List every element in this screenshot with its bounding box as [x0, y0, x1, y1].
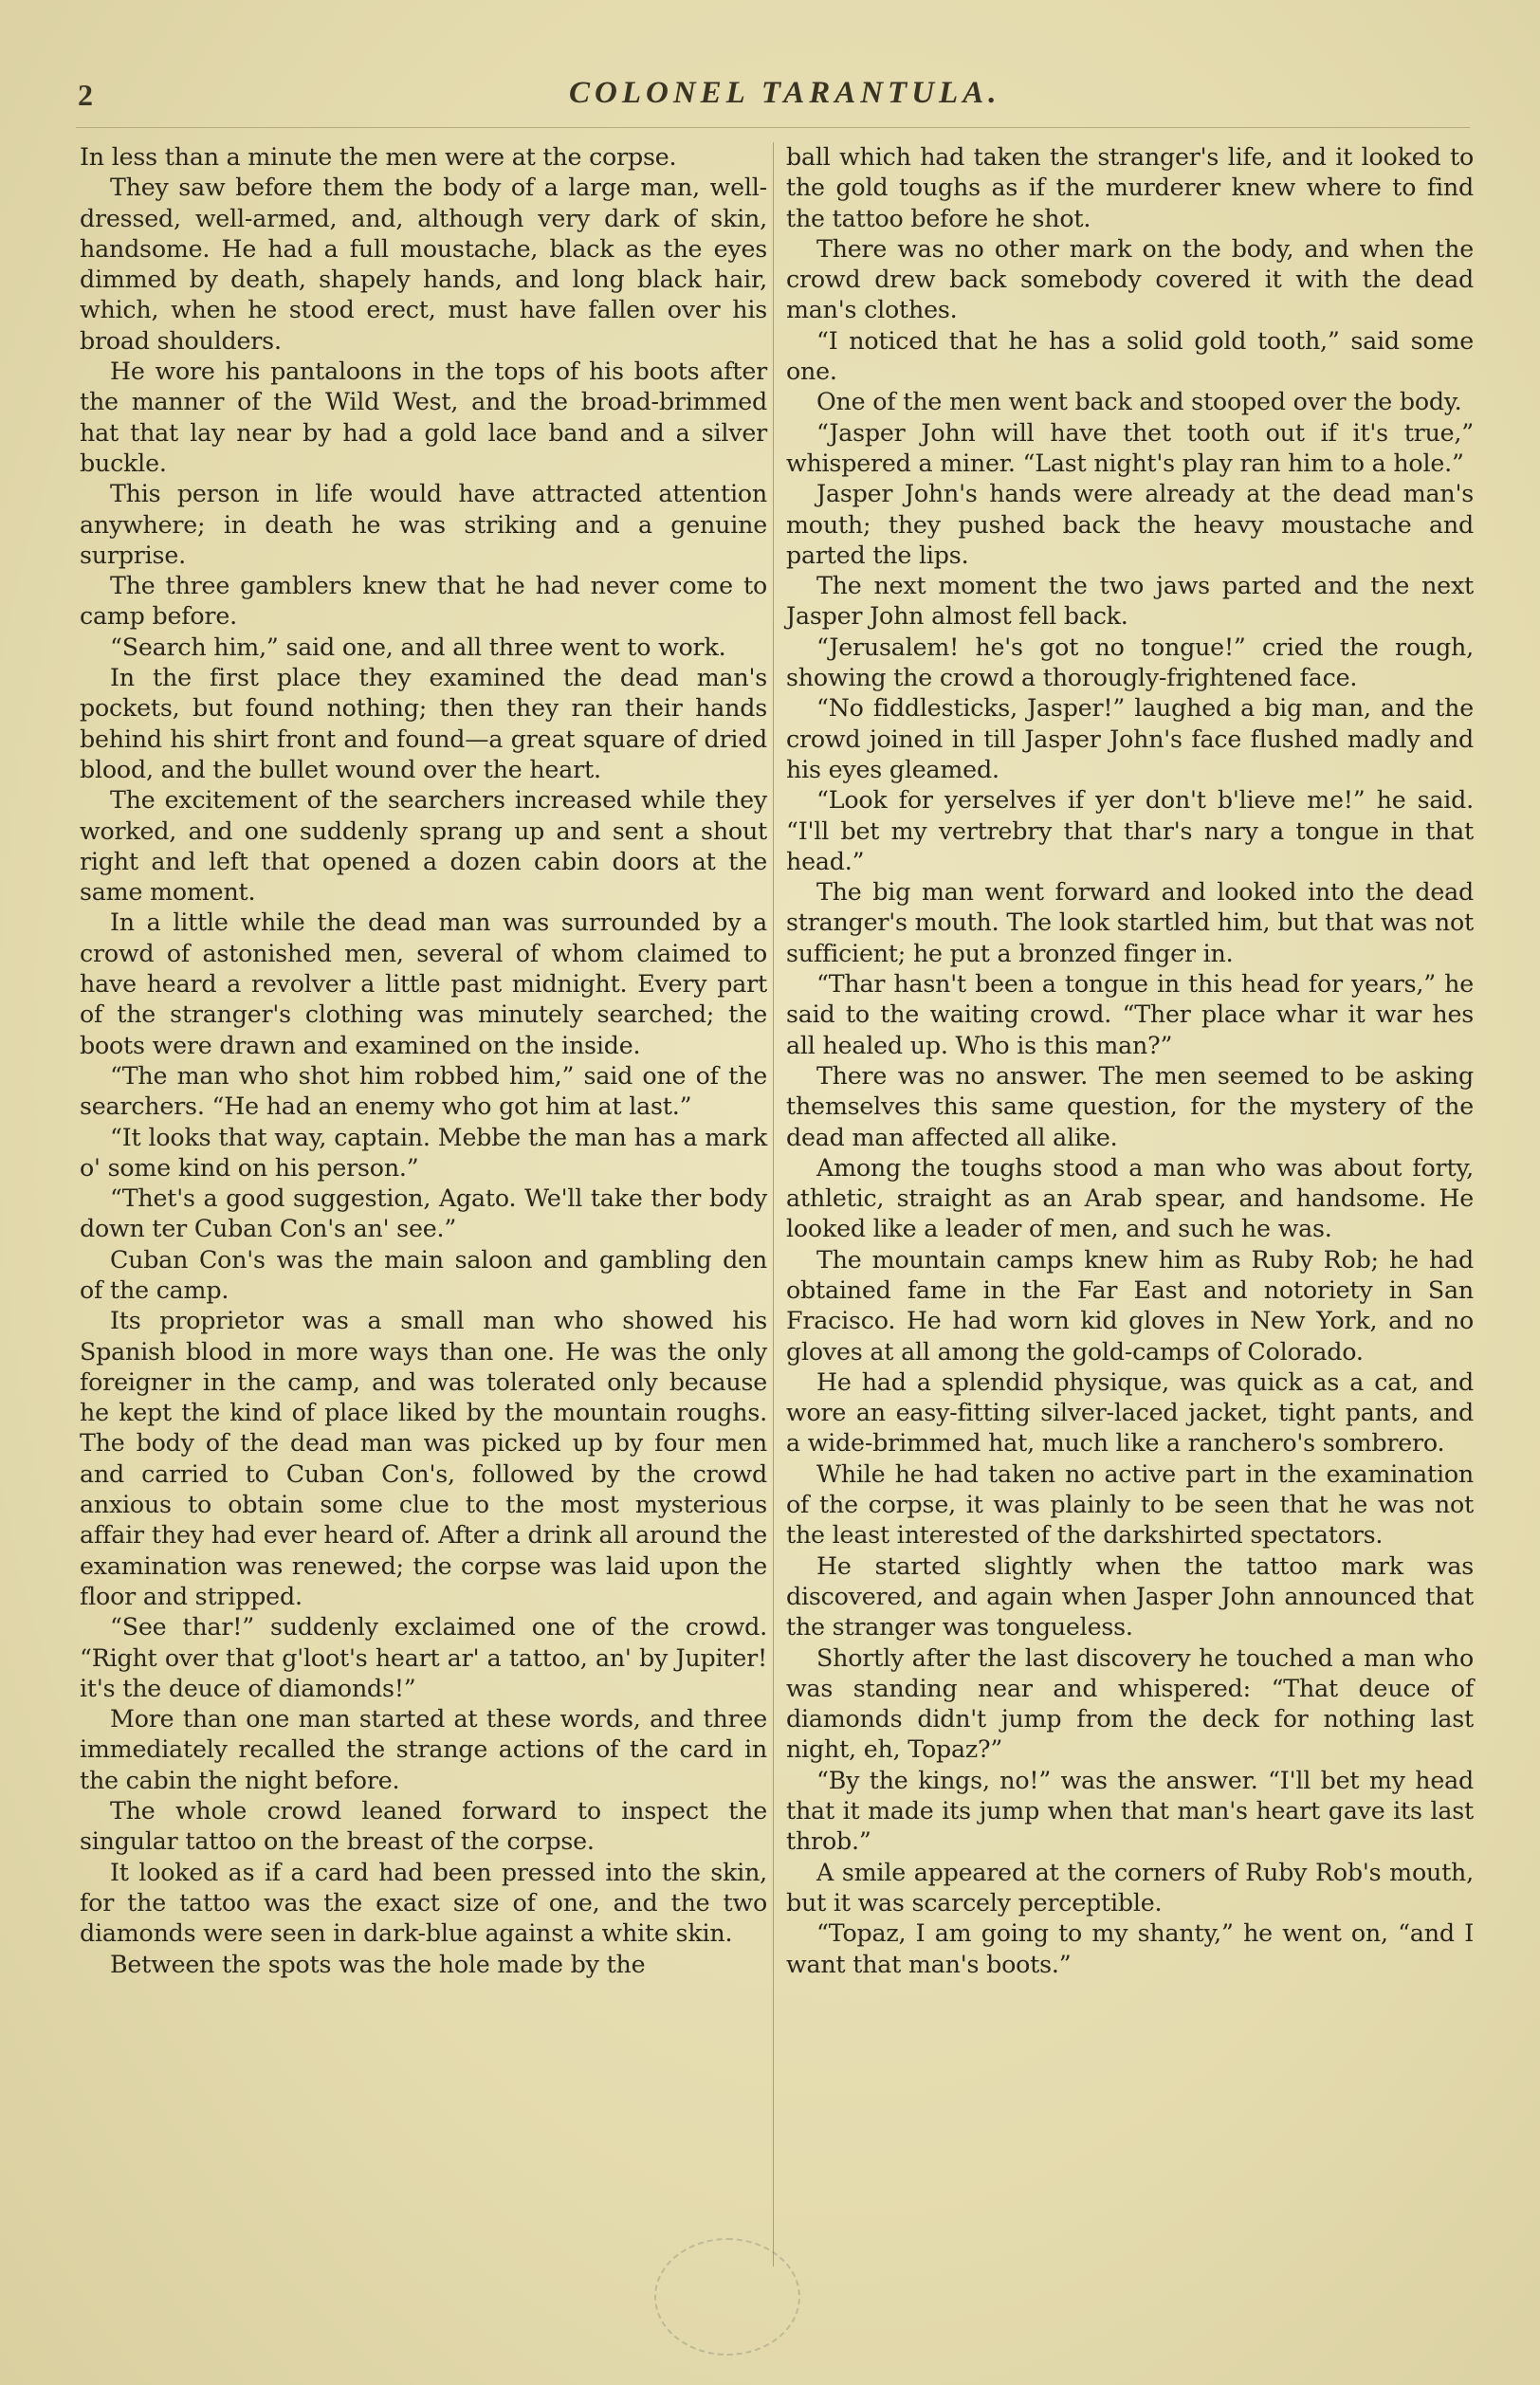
- paragraph: This person in life would have attracted attention anywhere; in death he was striking and a genuine surprise.: [80, 480, 767, 569]
- paragraph: He started slightly when the tattoo mark was discovered, and again when Jasper John announced that the stranger was tongueless.: [786, 1551, 1474, 1642]
- paragraph: ball which had taken the stranger's life, and it looked to the gold toughs as if the murderer knew where to find the tattoo before he shot.: [786, 143, 1474, 232]
- paragraph: The whole crowd leaned forward to inspect the singular tattoo on the breast of the corpse.: [80, 1797, 767, 1856]
- paragraph: The big man went forward and looked into the dead stranger's mouth. The look startled him, but that was not sufficient; he put a bronzed finger in.: [786, 878, 1474, 967]
- paragraph: There was no answer. The men seemed to be asking themselves this same question, for the mystery of the dead man affected all alike.: [786, 1061, 1474, 1151]
- paragraph: Between the spots was the hole made by the: [110, 1950, 646, 1978]
- paragraph: “See thar!” suddenly exclaimed one of the crowd. “Right over that g'loot's heart ar' a tattoo, an' by Jupiter! it's the deuce of diamonds!”: [80, 1613, 767, 1702]
- paragraph: The excitement of the searchers increased while they worked, and one suddenly sprang up and sent a shout right and left that opened a dozen cabin doors at the same moment.: [80, 786, 767, 907]
- library-stamp: [654, 2238, 800, 2356]
- paragraph: Cuban Con's was the main saloon and gambling den of the camp.: [80, 1245, 767, 1304]
- paragraph: In the first place they examined the dead man's pockets, but found nothing; then they ran their hands behind his shirt front and found—a great square of dried blood, and the bullet wound over the heart.: [80, 664, 767, 783]
- paragraph: There was no other mark on the body, and when the crowd drew back somebody covered it with the dead man's clothes.: [786, 234, 1474, 324]
- paragraph: “Jasper John will have thet tooth out if it's true,” whispered a miner. “Last night's play ran him to a hole.”: [786, 418, 1474, 477]
- paragraph: It looked as if a card had been pressed into the skin, for the tattoo was the exact size of one, and the two diamonds were seen in dark-blue against a white skin.: [80, 1858, 767, 1948]
- paragraph: “I noticed that he has a solid gold tooth,” said some one.: [786, 326, 1474, 386]
- header-rule: [76, 127, 1470, 128]
- paragraph: “By the kings, no!” was the answer. “I'll bet my head that it made its jump when that man's heart gave its last throb.”: [786, 1766, 1474, 1856]
- running-title: COLONEL TARANTULA.: [569, 76, 1001, 110]
- paragraph: Among the toughs stood a man who was about forty, athletic, straight as an Arab spear, and handsome. He looked like a leader of men, and such he was.: [786, 1153, 1474, 1243]
- paragraph: The next moment the two jaws parted and the next Jasper John almost fell back.: [786, 572, 1474, 631]
- paragraph: Jasper John's hands were already at the dead man's mouth; they pushed back the heavy moustache and parted the lips.: [786, 480, 1474, 569]
- paragraph: He wore his pantaloons in the tops of his boots after the manner of the Wild West, and the broad-brimmed hat that lay near by had a gold lace band and a silver buckle.: [80, 358, 767, 477]
- paragraph: “Jerusalem! he's got no tongue!” cried the rough, showing the crowd a thorougly-frightened face.: [786, 633, 1474, 692]
- paragraph: “The man who shot him robbed him,” said one of the searchers. “He had an enemy who got him at last.”: [80, 1061, 767, 1121]
- paragraph: “Topaz, I am going to my shanty,” he went on, “and I want that man's boots.”: [786, 1919, 1474, 1978]
- paragraph: “Search him,” said one, and all three went to work.: [110, 633, 726, 661]
- paragraph: One of the men went back and stooped over the body.: [816, 388, 1462, 416]
- paragraph: He had a splendid physique, was quick as a cat, and wore an easy-fitting silver-laced jacket, tight pants, and a wide-brimmed hat, much like a ranchero's sombrero.: [786, 1367, 1474, 1458]
- paragraph: In a little while the dead man was surrounded by a crowd of astonished men, several of whom claimed to have heard a revolver a little past midnight. Every part of the stranger's clothing was minutely searched; the boots were drawn and examined on the inside.: [80, 908, 767, 1059]
- paragraph: While he had taken no active part in the examination of the corpse, it was plainly to be seen that he was not the least interested of the darkshirted spectators.: [786, 1459, 1474, 1550]
- column-rule: [773, 142, 774, 2266]
- paragraph: Shortly after the last discovery he touched a man who was standing near and whispered: “That deuce of diamonds didn't jump from the deck for nothing last night, eh, Topaz?”: [786, 1643, 1474, 1764]
- paragraph: The mountain camps knew him as Ruby Rob; he had obtained fame in the Far East and notoriety in San Fracisco. He had worn kid gloves in New York, and no gloves at all among the gold-camps of Colorado.: [786, 1245, 1474, 1366]
- paragraph: Its proprietor was a small man who showed his Spanish blood in more ways than one. He was the only foreigner in the camp, and was tolerated only because he kept the kind of place liked by the mountain roughs. The body of the dead man was picked up by four men and carried to Cuban Con's, followed by the crowd anxious to obtain some clue to the most mysterious affair they had ever heard of. After a drink all around the examination was renewed; the corpse was laid upon the floor and stripped.: [80, 1307, 767, 1610]
- paragraph: “No fiddlesticks, Jasper!” laughed a big man, and the crowd joined in till Jasper John's face flushed madly and his eyes gleamed.: [786, 694, 1474, 783]
- paragraph: “Look for yerselves if yer don't b'lieve me!” he said. “I'll bet my vertrebry that thar's nary a tongue in that head.”: [786, 786, 1474, 875]
- paragraph: They saw before them the body of a large man, well-dressed, well-armed, and, although very dark of skin, handsome. He had a full moustache, black as the eyes dimmed by death, shapely hands, and long black hair, which, when he stood erect, must have fallen over his broad shoulders.: [80, 174, 767, 355]
- page-number: 2: [78, 78, 93, 112]
- left-column: [80, 142, 767, 1980]
- right-column: [786, 142, 1474, 1980]
- paragraph: “Thar hasn't been a tongue in this head for years,” he said to the waiting crowd. “Ther place whar it war hes all healed up. Who is this man?”: [786, 970, 1474, 1059]
- paragraph: In less than a minute the men were at the corpse.: [80, 143, 677, 171]
- paragraph: “Thet's a good suggestion, Agato. We'll take ther body down ter Cuban Con's an' see.”: [80, 1184, 767, 1243]
- paragraph: More than one man started at these words, and three immediately recalled the strange actions of the card in the cabin the night before.: [80, 1705, 767, 1794]
- paragraph: “It looks that way, captain. Mebbe the man has a mark o' some kind on his person.”: [80, 1123, 767, 1182]
- paragraph: The three gamblers knew that he had never come to camp before.: [80, 572, 767, 631]
- paragraph: A smile appeared at the corners of Ruby Rob's mouth, but it was scarcely perceptible.: [786, 1858, 1474, 1917]
